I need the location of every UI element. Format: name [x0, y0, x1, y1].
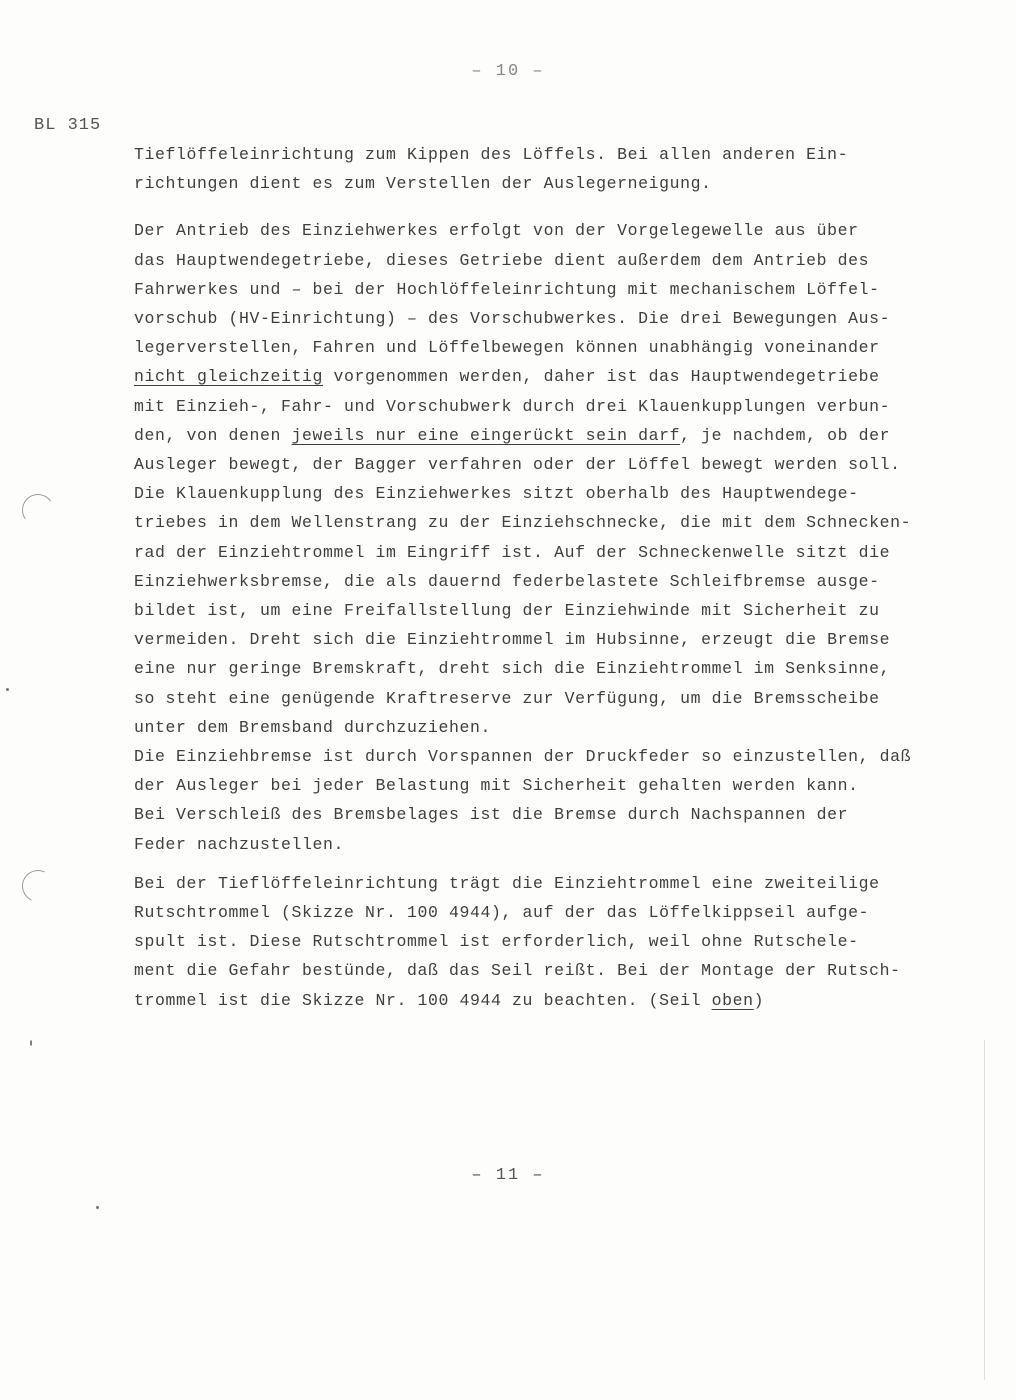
text-line: rad der Einziehtrommel im Eingriff ist. Auf der Schneckenwelle sitzt die	[134, 542, 891, 562]
text-line: vermeiden. Dreht sich die Einziehtrommel im Hubsinne, erzeugt die Bremse	[134, 630, 891, 650]
text-line: Feder nachzustellen.	[134, 834, 345, 854]
text-line: Rutschtrommel (Skizze Nr. 100 4944), auf der das Löffelkippseil aufge-	[134, 903, 870, 923]
text-line: Bei der Tieflöffeleinrichtung trägt die Einziehtrommel eine zweiteilige	[134, 873, 880, 893]
underlined-phrase: nicht gleichzeitig	[134, 367, 324, 387]
text-fragment: vorgenommen werden, daher ist das Hauptwendegetriebe	[323, 367, 880, 387]
page-number-top: – 10 –	[471, 62, 545, 81]
text-line: vorschub (HV-Einrichtung) – des Vorschubwerkes. Die drei Bewegungen Aus-	[134, 309, 891, 329]
text-line: Ausleger bewegt, der Bagger verfahren oder der Löffel bewegt werden soll.	[134, 455, 901, 475]
text-line: Tieflöffeleinrichtung zum Kippen des Löffels. Bei allen anderen Ein-	[134, 145, 849, 164]
text-line: Die Klauenkupplung des Einziehwerkes sitzt oberhalb des Hauptwendege-	[134, 484, 859, 504]
paragraph-3	[134, 869, 924, 1015]
margin-reference: BL 315	[34, 116, 102, 135]
text-line: Fahrwerkes und – bei der Hochlöffeleinrichtung mit mechanischem Löffel-	[134, 279, 880, 299]
text-fragment: den, von denen	[134, 425, 292, 445]
paper-speck	[96, 1206, 99, 1209]
text-line: so steht eine genügende Kraftreserve zur Verfügung, um die Bremsscheibe	[134, 688, 880, 708]
body-text	[134, 140, 924, 1015]
paper-speck	[30, 1040, 32, 1046]
text-fragment: )	[753, 990, 765, 1010]
text-line: Bei Verschleiß des Bremsbelages ist die Bremse durch Nachspannen der	[134, 805, 849, 825]
text-line: der Ausleger bei jeder Belastung mit Sicherheit gehalten werden kann.	[134, 776, 859, 796]
text-line: ment die Gefahr bestünde, daß das Seil reißt. Bei der Montage der Rutsch-	[134, 961, 901, 981]
text-line	[134, 421, 924, 450]
underlined-phrase: oben	[711, 990, 754, 1010]
paragraph-2	[134, 216, 924, 858]
text-line: bildet ist, um eine Freifallstellung der Einziehwinde mit Sicherheit zu	[134, 601, 880, 621]
text-line: unter dem Bremsband durchzuziehen.	[134, 717, 492, 737]
text-line: Der Antrieb des Einziehwerkes erfolgt von der Vorgelegewelle aus über	[134, 221, 859, 241]
text-line	[134, 986, 924, 1015]
text-line: triebes in dem Wellenstrang zu der Einziehschnecke, die mit dem Schnecken-	[134, 513, 912, 533]
punch-hole-mark	[19, 491, 56, 528]
text-fragment: trommel ist die Skizze Nr. 100 4944 zu beachten. (Seil	[134, 990, 712, 1010]
text-line: eine nur geringe Bremskraft, dreht sich die Einziehtrommel im Senksinne,	[134, 659, 891, 679]
text-line: spult ist. Diese Rutschtrommel ist erforderlich, weil ohne Rutschele-	[134, 932, 859, 952]
underlined-phrase: jeweils nur eine eingerückt sein darf	[291, 425, 681, 445]
page-number-bottom: – 11 –	[471, 1166, 545, 1185]
paragraph-1	[134, 140, 924, 198]
punch-hole-mark	[17, 865, 58, 906]
text-line: Die Einziehbremse ist durch Vorspannen der Druckfeder so einzustellen, daß	[134, 747, 912, 767]
text-line: legerverstellen, Fahren und Löffelbewegen können unabhängig voneinander	[134, 338, 880, 358]
text-line: mit Einzieh-, Fahr- und Vorschubwerk durch drei Klauenkupplungen verbun-	[134, 396, 891, 416]
text-line: das Hauptwendegetriebe, dieses Getriebe dient außerdem dem Antrieb des	[134, 250, 870, 270]
paper-speck	[6, 688, 9, 691]
text-line: Einziehwerksbremse, die als dauernd federbelastete Schleifbremse ausge-	[134, 571, 880, 591]
text-line: richtungen dient es zum Verstellen der Auslegerneigung.	[134, 174, 712, 194]
page-edge-shadow	[984, 1040, 985, 1380]
text-fragment: , je nachdem, ob der	[680, 425, 891, 445]
text-line	[134, 362, 924, 391]
